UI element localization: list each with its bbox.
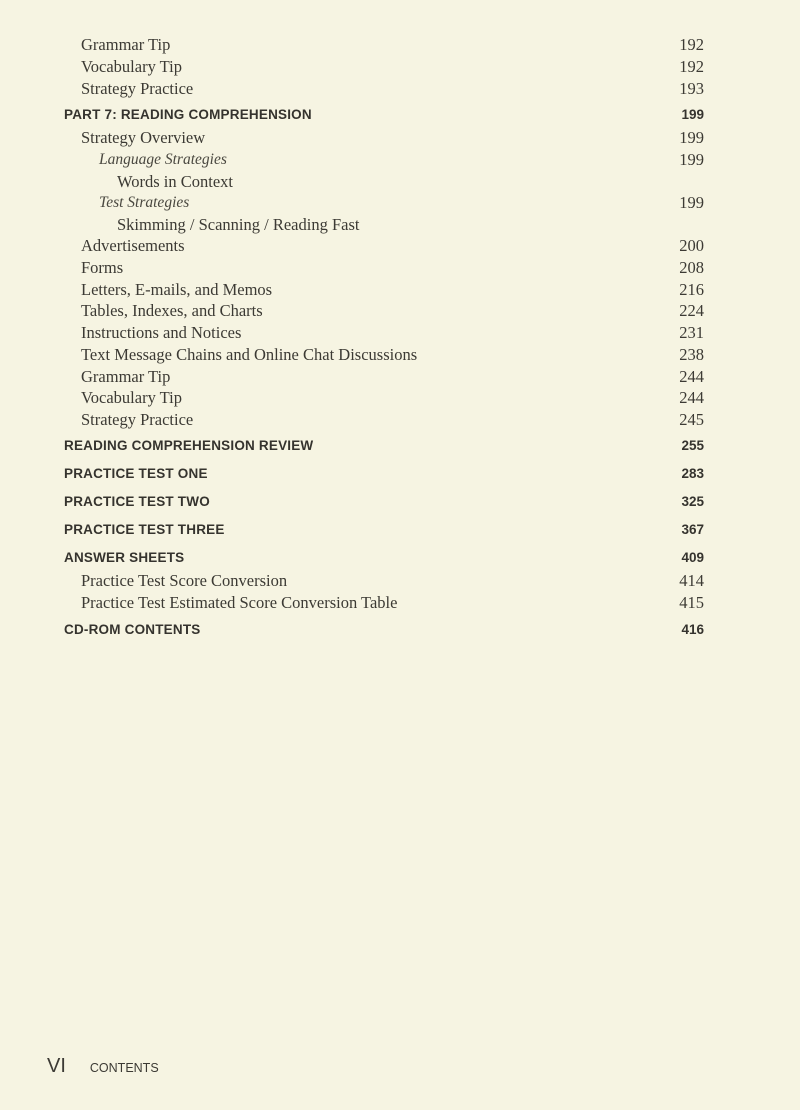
- toc-entry: [0, 409, 800, 431]
- toc-subentry-label: Language Strategies: [99, 151, 227, 168]
- toc-entry-page: 199: [679, 128, 704, 147]
- toc-entry: [0, 257, 800, 279]
- toc-heading-label: PRACTICE TEST THREE: [64, 522, 225, 537]
- toc-entry: [0, 56, 800, 78]
- toc-section-heading: [0, 463, 800, 485]
- toc-entry: [0, 300, 800, 322]
- toc-subsubentry-label: Words in Context: [117, 172, 233, 191]
- toc-heading-label: PRACTICE TEST TWO: [64, 494, 210, 509]
- toc-entry-page: 238: [679, 345, 704, 364]
- toc-entry: [0, 366, 800, 388]
- toc-entry: [0, 235, 800, 257]
- toc-entry-label: Tables, Indexes, and Charts: [81, 301, 263, 320]
- toc-entry-label: Vocabulary Tip: [81, 388, 182, 407]
- toc-section-heading: [0, 619, 800, 641]
- toc-entry-label: Strategy Overview: [81, 128, 206, 147]
- toc-heading-page: 409: [681, 550, 704, 565]
- toc-entry: [0, 344, 800, 366]
- toc-entry-page: 200: [679, 236, 704, 255]
- toc-heading-label: ANSWER SHEETS: [64, 550, 185, 565]
- toc-entry-label: Text Message Chains and Online Chat Discussions: [81, 345, 418, 364]
- toc-entry-page: 231: [679, 323, 704, 342]
- toc-entry-page: 414: [679, 571, 704, 590]
- toc-entry-page: 224: [679, 301, 704, 320]
- toc-heading-label: CD-ROM CONTENTS: [64, 622, 201, 637]
- toc-entry-page: 192: [679, 35, 704, 54]
- toc-heading-label: PART 7: READING COMPREHENSION: [64, 107, 312, 122]
- toc-entry-label: Letters, E-mails, and Memos: [81, 280, 273, 299]
- toc-entry: [0, 387, 800, 409]
- toc-entry: [0, 78, 800, 100]
- toc-heading-page: 367: [681, 522, 704, 537]
- toc-section-heading: [0, 519, 800, 541]
- toc-entry-label: Strategy Practice: [81, 410, 194, 429]
- toc-subentry-label: Test Strategies: [99, 194, 190, 211]
- toc-entry-label: Grammar Tip: [81, 35, 171, 54]
- toc-heading-label: PRACTICE TEST ONE: [64, 466, 208, 481]
- toc-section-heading: [0, 435, 800, 457]
- toc-heading-page: 255: [681, 438, 704, 453]
- toc-entry: [0, 127, 800, 149]
- toc-heading-page: 283: [681, 466, 704, 481]
- toc-section-heading: [0, 104, 800, 126]
- toc-section-heading: [0, 547, 800, 569]
- toc-heading-page: 416: [681, 622, 704, 637]
- toc-entry-label: Strategy Practice: [81, 79, 194, 98]
- toc-entry-label: Practice Test Estimated Score Conversion Table: [81, 593, 398, 612]
- toc-entry-label: Advertisements: [81, 236, 185, 255]
- toc-subentry: [0, 192, 800, 214]
- toc-subentry-page: 199: [679, 150, 704, 169]
- toc-entry: [0, 34, 800, 56]
- toc-heading-page: 199: [681, 107, 704, 122]
- toc-entry-page: 193: [679, 79, 704, 98]
- toc-entry-label: Practice Test Score Conversion: [81, 571, 288, 590]
- toc-entry-label: Grammar Tip: [81, 367, 171, 386]
- toc-entry-page: 415: [679, 593, 704, 612]
- toc-entry: [0, 279, 800, 301]
- toc-entry-page: 216: [679, 280, 704, 299]
- toc-entry: [0, 570, 800, 592]
- toc-entry-page: 245: [679, 410, 704, 429]
- toc-heading-page: 325: [681, 494, 704, 509]
- toc-subsubentry: [0, 171, 800, 193]
- toc-entry-label: Vocabulary Tip: [81, 57, 182, 76]
- toc-entry-page: 208: [679, 258, 704, 277]
- toc-entry-page: 244: [679, 367, 704, 386]
- toc-entry: [0, 592, 800, 614]
- toc-subentry: [0, 149, 800, 171]
- toc-subsubentry: [0, 214, 800, 236]
- toc-subentry-page: 199: [679, 193, 704, 212]
- toc-entry-page: 192: [679, 57, 704, 76]
- toc-entry: [0, 322, 800, 344]
- toc-subsubentry-label: Skimming / Scanning / Reading Fast: [117, 215, 360, 234]
- toc-section-heading: [0, 491, 800, 513]
- toc-entry-label: Instructions and Notices: [81, 323, 242, 342]
- page-footer: [47, 1055, 159, 1079]
- page-number: VI: [47, 1055, 66, 1077]
- toc-heading-label: READING COMPREHENSION REVIEW: [64, 438, 314, 453]
- toc-entry-label: Forms: [81, 258, 124, 277]
- toc-entry-page: 244: [679, 388, 704, 407]
- running-head: CONTENTS: [89, 1061, 159, 1075]
